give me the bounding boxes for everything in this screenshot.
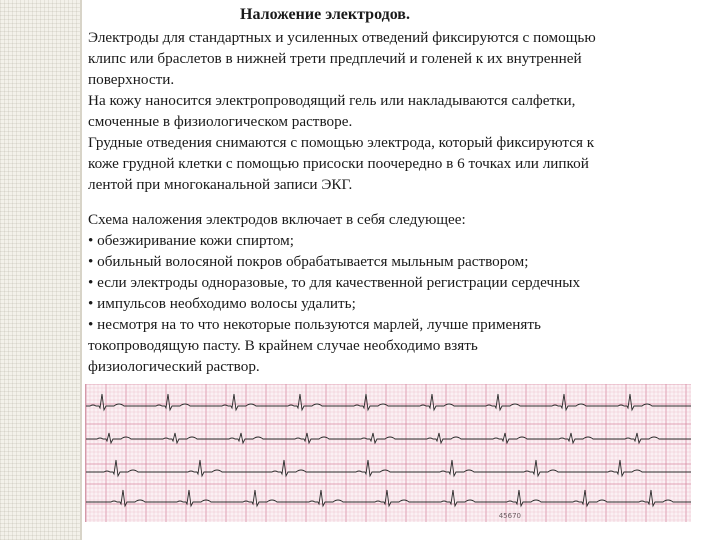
text-line: физиологический раствор. [88, 358, 260, 375]
list-item: • если электроды одноразовые, то для качественной регистрации сердечных [88, 274, 581, 291]
list-item: • несмотря на то что некоторые пользуются марлей, лучше применять [88, 316, 541, 333]
decorative-sidebar [0, 0, 82, 540]
sidebar-divider [80, 0, 82, 540]
text-line: Электроды для стандартных и усиленных отведений фиксируются с помощью [88, 29, 596, 46]
text-line: Грудные отведения снимаются с помощью электрода, который фиксируются к [88, 134, 595, 151]
list-item: • обезжиривание кожи спиртом; [88, 232, 294, 249]
ecg-marking: 45670 [498, 512, 521, 520]
page-title: Наложение электродов. [240, 6, 410, 23]
paragraph-electrode-fixation [88, 27, 698, 195]
ecg-grid-svg [86, 384, 691, 522]
list-item: • импульсов необходимо волосы удалить; [88, 295, 356, 312]
text-line: клипс или браслетов в нижней трети предплечий и голеней к их внутренней [88, 50, 582, 67]
paragraph-electrode-scheme [88, 209, 698, 377]
list-item: • обильный волосяной покров обрабатывается мыльным раствором; [88, 253, 529, 270]
ecg-strip-image [85, 384, 691, 522]
text-line: поверхности. [88, 71, 175, 88]
text-line: смоченные в физиологическом растворе. [88, 113, 353, 130]
text-line: токопроводящую пасту. В крайнем случае необходимо взять [88, 337, 478, 354]
list-heading: Схема наложения электродов включает в себя следующее: [88, 211, 466, 228]
text-line: лентой при многоканальной записи ЭКГ. [88, 176, 353, 193]
text-line: коже грудной клетки с помощью присоски поочередно в 6 точках или липкой [88, 155, 589, 172]
text-line: На кожу наносится электропроводящий гель или накладываются салфетки, [88, 92, 576, 109]
